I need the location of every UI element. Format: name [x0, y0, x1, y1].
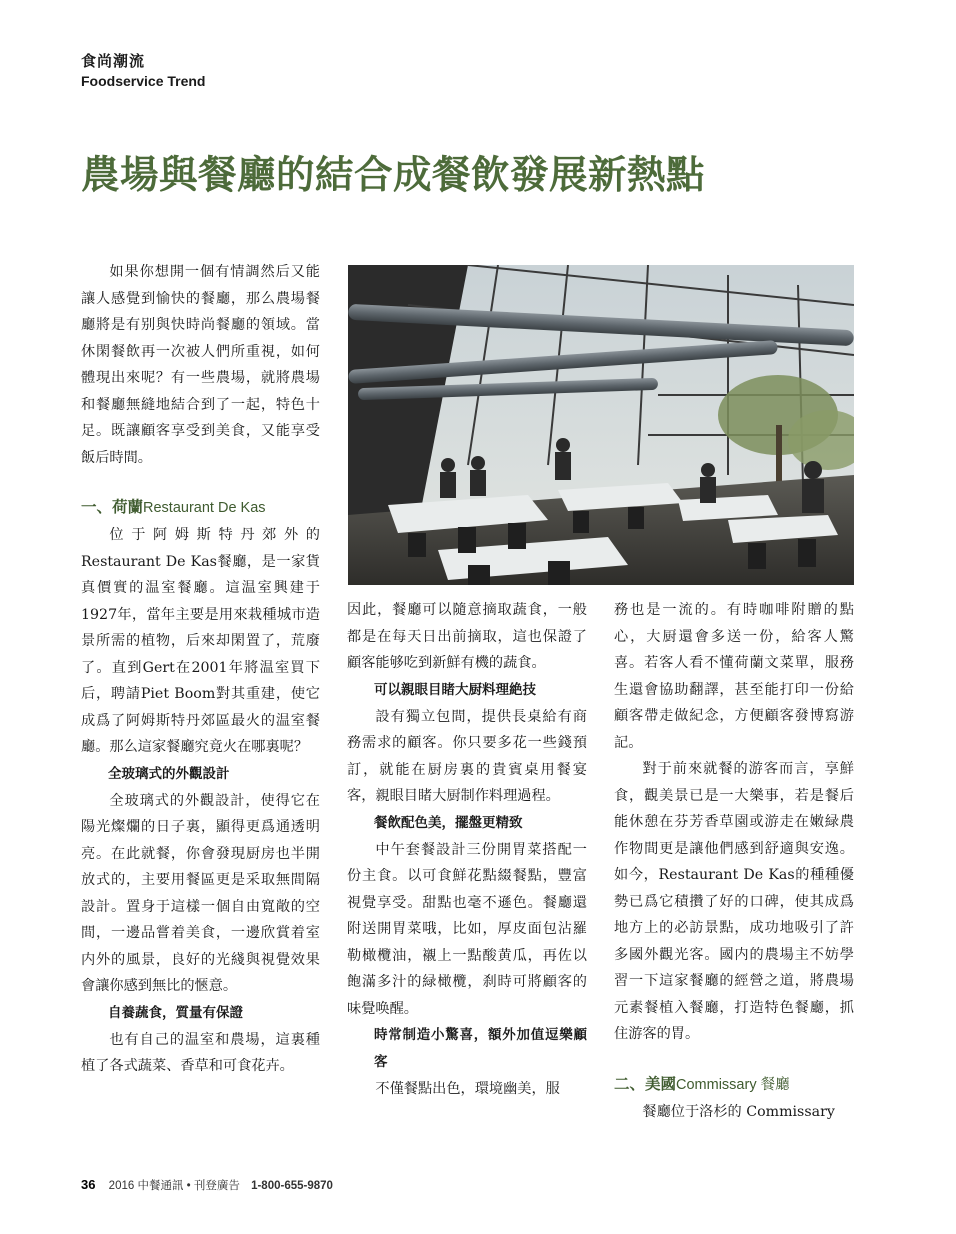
- advertising-phone: 1-800-655-9870: [251, 1180, 333, 1192]
- body-paragraph: 也有自己的温室和農場，這裏種植了各式蔬菜、香草和可食花卉。: [81, 1031, 320, 1074]
- section-heading-prefix: 二、美國: [614, 1074, 677, 1093]
- body-paragraph: 務也是一流的。有時咖啡附贈的點心，大厨還會多送一份，給客人驚喜。若客人看不懂荷蘭文菜單，服務生還會協助翻譯，甚至能打印一份給顧客帶走做紀念，方便顧客發博寫游記。: [614, 602, 854, 751]
- section-label-chinese: 食尚潮流: [81, 52, 146, 70]
- subheading: 時常制造小驚喜，額外加值逗樂顧客: [374, 1027, 587, 1070]
- publication-name: 2016 中餐通訊 • 刊登廣告: [108, 1180, 240, 1192]
- subheading: 自養蔬食，質量有保證: [108, 1004, 243, 1021]
- article-headline: 農場與餐廳的結合成餐飲發展新熱點: [81, 153, 706, 198]
- body-paragraph: 因此，餐廳可以隨意摘取蔬食，一般都是在每天日出前摘取，這也保證了顧客能够吃到新鮮有機的蔬食。: [347, 602, 587, 671]
- body-paragraph: 不僅餐點出色，環境幽美，服: [375, 1081, 560, 1097]
- subheading: 餐飲配色美，擺盤更精致: [374, 814, 523, 831]
- section-label-english: Foodservice Trend: [81, 73, 206, 89]
- body-paragraph: 對于前來就餐的游客而言，享鮮食，觀美景已是一大樂事，若是餐后能休憩在芬芳香草園或游走在嫩緑農作物間更是讓他們感到舒適與安逸。如今，Restaurant De Kas的種種優勢已爲它積攢了好的口碑，使其成爲地方上的必訪景點，成功地吸引了許多國外觀光客。國内的農場主不妨學習一下這家餐廳的經營之道，將農場元素餐植入餐廳，打造特色餐廳，抓住游客的胃。: [614, 761, 854, 1042]
- column-1: [81, 259, 320, 1080]
- column-2: [347, 597, 587, 1103]
- section-heading-name: Restaurant De Kas: [143, 500, 266, 516]
- subheading: 可以親眼目睹大厨料理絶技: [374, 681, 536, 698]
- body-paragraph: 餐廳位于洛杉的 Commissary: [642, 1103, 835, 1120]
- section-heading-netherlands: [81, 493, 320, 522]
- page-number: 36: [81, 1177, 96, 1192]
- section-heading-name: Commissary 餐廳: [676, 1076, 790, 1093]
- subheading: 全玻璃式的外觀設計: [108, 765, 230, 782]
- body-paragraph: 位于阿姆斯特丹郊外的Restaurant De Kas餐廳，是一家貨真價實的温室餐廳。這温室興建于1927年，當年主要是用來栽種城市造景所需的植物，后來却閑置了，荒廢了。直到Gert在2001年將温室買下后，聘請Piet Boom對其重建，使它成爲了阿姆斯特丹郊區最火的温室餐廳。那么這家餐廳究竟火在哪裏呢？: [81, 527, 320, 755]
- intro-paragraph: 如果你想開一個有情調然后又能讓人感覺到愉快的餐廳，那么農場餐廳將是有别與快時尚餐廳的領域。當休閑餐飲再一次被人們所重視，如何體現出來呢？有一些農場，就將農場和餐廳無縫地結合到了一起，特色十足。既讓顧客享受到美食，又能享受飯后時間。: [81, 264, 320, 466]
- restaurant-photo: [348, 265, 854, 585]
- body-paragraph: 設有獨立包間，提供長桌給有商務需求的顧客。你只要多花一些錢預訂，就能在厨房裏的貴賓桌用餐宴客，親眼目睹大厨制作料理過程。: [347, 708, 587, 804]
- body-paragraph: 全玻璃式的外觀設計，使得它在陽光燦爛的日子裏，顯得更爲通透明亮。在此就餐，你會發現厨房也半開放式的，主要用餐區更是采取無間隔設計。置身于這樣一個自由寬敞的空間，一邊品嘗着美食，一邊欣賞着室内外的風景，良好的光綫與視覺效果會讓你感到無比的愜意。: [81, 792, 320, 994]
- section-heading-usa: [614, 1070, 854, 1099]
- section-heading-prefix: 一、荷蘭: [81, 498, 144, 516]
- page-footer: [81, 1177, 333, 1193]
- column-3: [614, 597, 854, 1125]
- body-paragraph: 中午套餐設計三份開胃菜搭配一份主食。以可食鮮花點綴餐點，豐富視覺享受。甜點也毫不遜色。餐廳還附送開胃菜哦，比如，厚皮面包沾羅勒橄欖油，襯上一點酸黄瓜，再佐以飽滿多汁的緑橄欖，刹時可將顧客的味覺唤醒。: [347, 841, 587, 1017]
